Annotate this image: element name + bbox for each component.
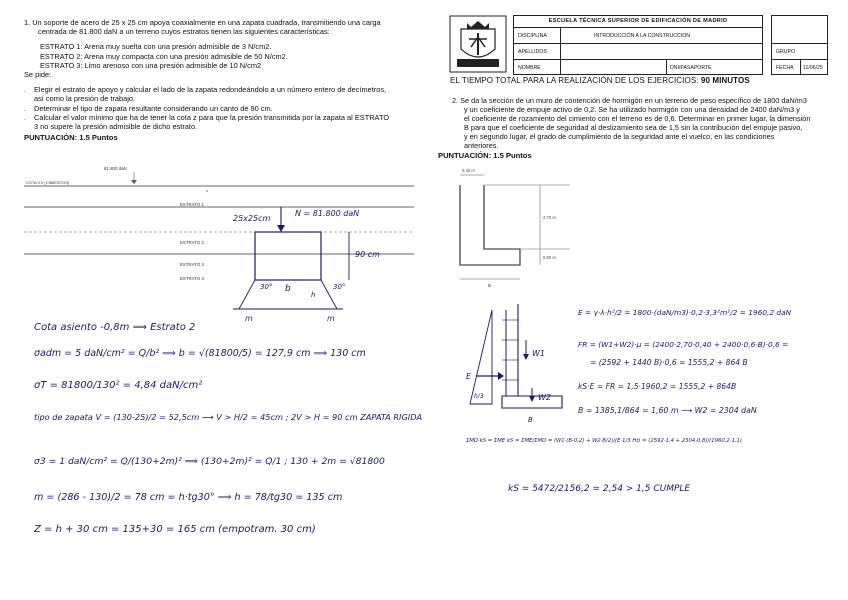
w1-label: W1 [532,349,545,358]
p2-solution-line-2: FR = (W1+W2)·μ = (2400·2,70·0,40 + 2400·0,6·B)·0,6 = [578,340,789,349]
e-force-label: E [466,372,472,381]
strata-1: ESTRATO 1: Arena muy suelta con una presión admisible de 3 N/cm2. [40,42,272,52]
p2-solution-line-7: kS = 5472/2156,2 = 2,54 > 1,5 CUMPLE [508,484,691,494]
problem-1-footing-sketch [225,205,400,325]
h-third-label: h/3 [474,393,484,400]
sketch-height-label: 90 cm [355,250,380,259]
ask-item: . Elegir el estrato de apoyo y calcular el lado de la zapata redondeándolo a un número entero de decímetros, [24,85,387,95]
p2-solution-line-1: E = γ·λ·h²/2 = 1800·(daN/m3)·0,2·3,3²m²/2 = 1960,2 daN [578,308,792,317]
ask-item: . Calcular el valor mínimo que ha de tener la cota z para que la presión transmitida por la zapata al ESTRATO [24,112,390,122]
p2-solution-line-4: kS·E = FR = 1,5·1960,2 = 1555,2 + 864B [578,382,737,391]
sketch-column-label: 25x25cm [233,214,271,223]
load-label: 81.800 daN [104,166,127,171]
b-sketch-label: B [528,416,533,424]
disciplina-value: INTRODUCCIÓN A LA CONSTRUCCION [594,33,690,39]
p1-solution-line-2: σadm = 5 daN/cm² = Q/b² ⟹ b = √(81800/5) = 127,9 cm ⟹ 130 cm [34,348,366,359]
sketch-load-label: N = 81.800 daN [295,209,360,218]
problem-2-line-3: el coeficiente de rozamiento del cimiento con el terreno es de 0,6. Determinar en primer lugar, la dimensión [464,113,811,123]
problem-1-score: PUNTUACIÓN: 1.5 Puntos [24,133,118,143]
ask-item: así como la presión de trabajo. [34,94,136,104]
p1-solution-line-7: Z = h + 30 cm = 135+30 = 165 cm (empotram. 30 cm) [34,524,316,535]
dim-top-label: 0,40 m [462,168,475,173]
sketch-m-left: m [245,314,253,323]
problem-2-score: PUNTUACIÓN: 1.5 Puntos [438,151,532,161]
sketch-h-label: h [311,291,316,299]
p2-solution-line-3: = (2592 + 1440 B)·0,6 = 1555,2 + 864 B [590,358,748,367]
problem-2-line-1: 2. Se da la sección de un muro de contención de hormigón en un terreno de peso específico de 1800 daN/m3 [452,96,807,105]
problem-1-line-1: 1. Un soporte de acero de 25 x 25 cm apoya coaxialmente en una zapata cuadrada, transmitiendo una carga [24,18,381,27]
p2-solution-line-6: ΣMD·kS = ΣME kS = ΣME/ΣMD = (W1·(B-0,2) + W2·B/2)/(E·1/3 Ht) = (2592·1,4 + 2304·0,8)/(1960,2·1,1) [466,438,742,444]
p1-solution-line-3: σT = 81800/130² = 4,84 daN/cm² [34,380,203,391]
sketch-angle-left: 30° [260,283,273,291]
p1-solution-line-5: σ3 = 1 daN/cm² = Q/(130+2m)² ⟹ (130+2m)² = Q/1 ; 130 + 2m = √81800 [34,456,385,467]
ask-item: . Determinar el tipo de zapata resultante considerando un canto de 90 cm. [24,103,273,113]
dim-b-label: B [488,283,492,288]
nombre-label: NOMBRE [518,65,541,71]
strata-2: ESTRATO 2: Arena muy compacta con una presión admisible de 50 N/cm2. [40,51,288,61]
estrato-1-label: ESTRATO 1 [180,202,204,207]
group-date-table [771,15,828,75]
cota-label: COTA 0.0 (CIMIENTOS) [26,180,70,185]
total-time-note: EL TIEMPO TOTAL PARA LA REALIZACIÓN DE LOS EJERCICIOS: 90 MINUTOS [450,76,750,85]
p1-solution-line-6: m = (286 - 130)/2 = 78 cm = h·tg30° ⟹ h = 78/tg30 = 135 cm [34,492,343,503]
problem-1-line-2: centrada de 81.800 daN a un terreno cuyos estratos tienen las siguientes características: [38,27,330,37]
p1-solution-line-1: Cota asiento -0,8m ⟹ Estrato 2 [34,322,196,333]
sketch-b-label: b [285,284,291,294]
problem-1 [24,18,424,142]
estrato-2b-label: ESTRATO 2 [180,262,204,267]
wall-force-sketch [462,300,577,430]
dni-label: DNI/PASAPORTE [670,65,712,71]
z-label: z [206,188,208,193]
problem-2-line-4: B para que el coeficiente de seguridad al deslizamiento sea de 1,5 sin la contribución del empuje pasivo, [464,122,803,132]
sketch-m-right: m [327,314,335,323]
strata-3: ESTRATO 3: Limo arenoso con una presión admisible de 10 N/cm2 [40,60,262,70]
school-name: ESCUELA TÉCNICA SUPERIOR DE EDIFICACIÓN DE MADRID [548,18,728,24]
ask-item: 3 no supere la presión admisible de dicho estrato. [34,122,198,132]
sketch-angle-right: 30° [333,283,346,291]
school-crest-logo [449,15,507,73]
dim-footing-label: 0,60 m [543,255,556,260]
grupo-label: GRUPO [776,49,796,55]
asks-list [24,85,424,131]
p2-solution-line-5: B = 1385,1/864 = 1,60 m ⟶ W2 = 2304 daN [578,406,757,415]
asks-label: Se pide: [24,70,52,80]
problem-2 [438,97,833,161]
retaining-wall-figure [440,165,580,297]
problem-2-line-6: anteriores. [464,140,499,150]
dim-height-label: 2,70 m [543,215,556,220]
disciplina-label: DISCIPLINA [518,33,547,39]
estrato-3-label: ESTRATO 3 [180,276,204,281]
problem-2-line-5: y en segundo lugar, el grado de cumplimiento de la seguridad ante el vuelco, en las condiciones [464,131,775,141]
w2-label: W2 [538,393,551,402]
p1-solution-line-4: tipo de zapata V = (130-25)/2 = 52,5cm ⟶ V > H/2 = 45cm ; 2V > H = 90 cm ZAPATA RIGIDA [34,412,423,422]
problem-2-line-2: y un coeficiente de empuje activo de 0,2. Se ha utilizado hormigón con una densidad de 2400 daN/m3 y [464,104,800,114]
apellidos-label: APELLIDOS [518,49,547,55]
estrato-2-label: ESTRATO 2 [180,240,204,245]
fecha-value: 11/06/25 [803,65,823,71]
fecha-label: FECHA [776,65,794,71]
exam-header-table [513,15,763,75]
